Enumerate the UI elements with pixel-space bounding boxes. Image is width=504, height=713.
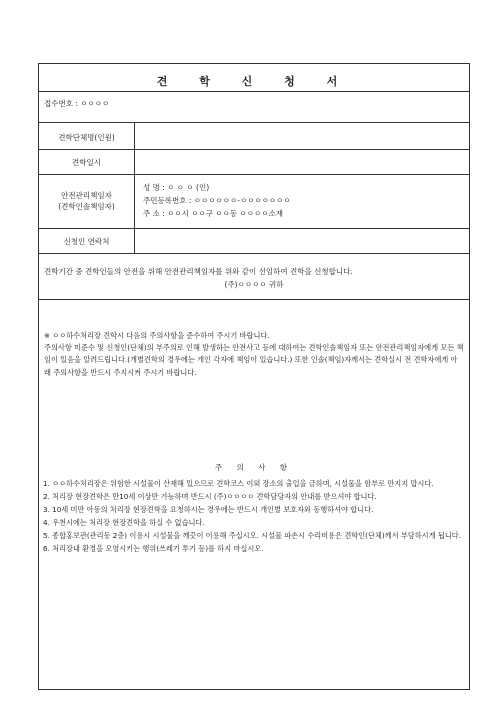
- safety-manager-label-line1: 안전관리책임자: [61, 191, 112, 200]
- notice-heading: ※ ㅇㅇ하수처리장 견학시 다음의 주의사항을 준수하여 주시기 바랍니다.: [44, 331, 270, 340]
- divider: [39, 253, 469, 254]
- rules-title: 주 의 사 항: [214, 463, 294, 472]
- safety-manager-label-line2: (견학인솔책임자): [58, 202, 115, 211]
- form-title: 견 학 신 청 서: [156, 75, 352, 88]
- divider: [39, 91, 469, 92]
- request-statement: 견학기간 중 견학인들의 안전을 위해 안전관리책임자를 위와 같이 선임하여 견학을 신청합니다.: [44, 267, 353, 276]
- divider: [39, 122, 469, 123]
- manager-address-row: 주 소 : ㅇㅇ시 ㅇㅇ구 ㅇㅇ동 ㅇㅇㅇㅇ소재: [143, 209, 283, 218]
- group-name-label: 견학단체명(인원): [58, 133, 115, 142]
- manager-address-label: 주 소: [143, 209, 160, 218]
- manager-name-value[interactable]: ㅇ ㅇ ㅇ (인): [167, 183, 210, 192]
- column-divider: [134, 122, 135, 253]
- manager-id-value[interactable]: ㅇㅇㅇㅇㅇㅇ-ㅇㅇㅇㅇㅇㅇㅇ: [193, 196, 291, 205]
- divider: [39, 149, 469, 150]
- visit-date-label: 견학일시: [72, 158, 101, 167]
- contact-label: 신청인 연락처: [63, 237, 110, 246]
- rule-item: 5. 종합홍보관(관리동 2층) 이용시 시설물을 깨끗이 이용해 주십시오. 시설물 파손시 수리비용은 견학인(단체)께서 부담하시게 됩니다.: [43, 531, 461, 540]
- rule-item: 1. ㅇㅇ하수처리장은 위험한 시설물이 산재해 있으므로 견학코스 이외 장소의 출입을 금하며, 시설물을 함부로 만지지 맙시다.: [43, 479, 434, 488]
- notice-body: 주의사항 미준수 및 신청인(단체)의 부주의로 인해 발생하는 안전사고 등에 대하여는 견학인솔책임자 또는 안전관리책임자에게 모든 책임이 있음을 알려드립니다.(개별견학의 경우에는 개인 각자에 책임이 있습니다.) 또한 인솔(책임)자께서는 견학실시 전 견학자에게 아래 주의사항을 반드시 주지시켜 주시기 바랍니다.: [44, 343, 464, 377]
- manager-id-row: 주민등록번호 : ㅇㅇㅇㅇㅇㅇ-ㅇㅇㅇㅇㅇㅇㅇ: [143, 196, 291, 205]
- safety-manager-label: [39, 190, 134, 212]
- manager-id-label: 주민등록번호: [143, 196, 187, 205]
- rule-item: 2. 처리장 현장견학은 만10세 이상만 가능하며 반드시 (주)ㅇㅇㅇㅇ 견학담당자의 안내를 받으셔야 합니다.: [43, 492, 377, 501]
- rule-item: 4. 우천시에는 처리장 현장견학을 하실 수 없습니다.: [43, 518, 205, 527]
- manager-address-value[interactable]: ㅇㅇ시 ㅇㅇ구 ㅇㅇ동 ㅇㅇㅇㅇ소재: [167, 209, 283, 218]
- receipt-number: 접수번호 : ㅇㅇㅇㅇ: [44, 99, 110, 108]
- divider: [39, 174, 469, 175]
- manager-name-row: 성 명 : ㅇ ㅇ ㅇ (인): [143, 183, 210, 192]
- rule-item: 3. 10세 미만 아동의 처리장 현장견학을 요청하시는 경우에는 반드시 개인별 보호자와 동행하셔야 합니다.: [43, 505, 374, 514]
- manager-name-label: 성 명: [143, 183, 160, 192]
- application-form: [38, 63, 470, 690]
- receipt-value: ㅇㅇㅇㅇ: [80, 99, 110, 108]
- divider: [39, 299, 469, 300]
- divider: [39, 228, 469, 229]
- addressee: (주)ㅇㅇㅇㅇ 귀하: [224, 280, 284, 289]
- rule-item: 6. 처리장내 환경을 오염시키는 행위(쓰레기 투기 등)를 하지 마십시오.: [43, 544, 264, 553]
- rules-list: [43, 477, 463, 555]
- receipt-label: 접수번호: [44, 99, 73, 108]
